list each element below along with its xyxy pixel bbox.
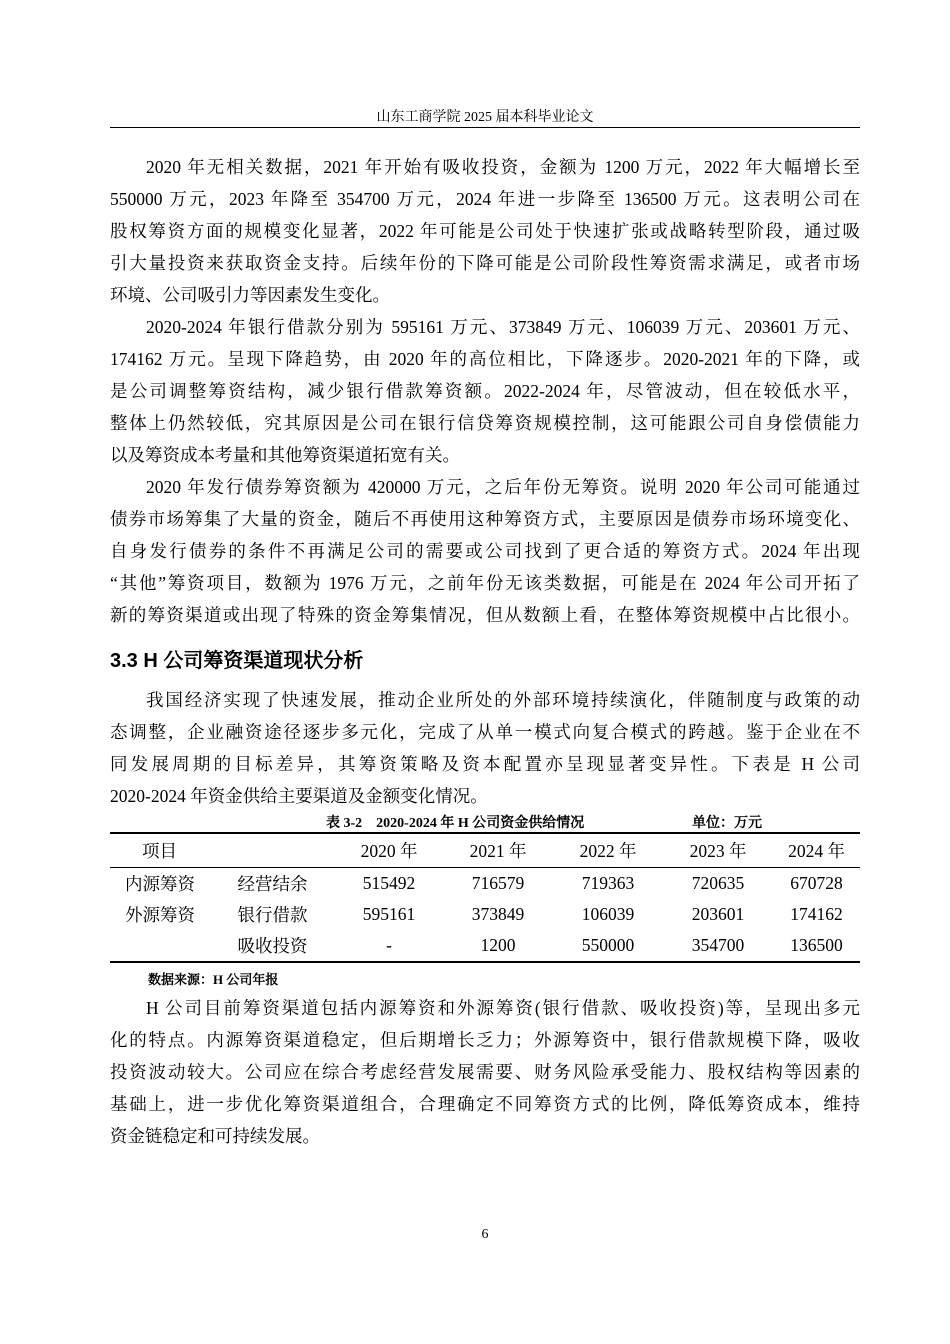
header-cell: 2024 年 (773, 833, 860, 868)
item-cell: 银行借款 (237, 905, 308, 925)
header-cell: 2021 年 (443, 833, 553, 868)
value-cell: 515492 (362, 873, 416, 893)
funding-table (110, 832, 860, 963)
table-row (110, 930, 860, 962)
text-line: 引大量投资来获取资金支持。后续年份的下降可能是公司阶段性筹资需求满足，或者市场 (110, 253, 860, 273)
value-cell: 203601 (691, 904, 745, 924)
text-line: 新的筹资渠道或出现了特殊的资金筹集情况，但从数额上看，在整体筹资规模中占比很小。 (110, 605, 860, 625)
text-line: 2020-2024 年银行借款分别为 595161 万元、373849 万元、106039 万元、203601 万元、 (146, 317, 860, 337)
text-line: 2020 年发行债券筹资额为 420000 万元，之后年份无筹资。说明 2020 年公司可能通过 (146, 477, 860, 497)
page-number: 6 (481, 1227, 489, 1242)
table-title: 表 3-2 2020-2024 年 H 公司资金供给情况 (326, 816, 585, 831)
text-line: 同发展周期的目标差异，其筹资策略及资本配置亦呈现显著变异性。下表是 H 公司 (110, 754, 860, 774)
text-line: 是公司调整筹资结构，减少银行借款筹资额。2022-2024 年，尽管波动，但在较低水平， (110, 381, 860, 401)
value-cell: 716579 (471, 873, 525, 893)
section-heading: 3.3 H 公司筹资渠道现状分析 (110, 650, 364, 672)
paragraph-equity-financing (110, 151, 860, 631)
table-row (110, 868, 860, 900)
value-cell: 719363 (581, 873, 635, 893)
value-cell: 106039 (581, 904, 635, 924)
text-line: H 公司目前筹资渠道包括内源筹资和外源筹资(银行借款、吸收投资)等，呈现出多元 (146, 998, 860, 1018)
header-cell: 2020 年 (335, 833, 443, 868)
text-line: 资金链稳定和可持续发展。 (110, 1126, 320, 1146)
value-cell: - (386, 935, 392, 955)
text-line: 550000 万元，2023 年降至 354700 万元，2024 年进一步降至 136500 万元。这表明公司在 (110, 189, 860, 209)
header-cell: 2022 年 (553, 833, 663, 868)
item-cell: 吸收投资 (237, 936, 308, 956)
value-cell: 595161 (362, 904, 416, 924)
header-cell: 2023 年 (663, 833, 773, 868)
paragraph-conclusion (110, 992, 860, 1152)
header-rule (110, 127, 860, 128)
table-source-note: 数据来源：H 公司年报 (148, 972, 279, 987)
text-line: 2020-2024 年资金供给主要渠道及金额变化情况。 (110, 786, 488, 806)
text-line: 自身发行债券的条件不再满足公司的需要或公司找到了更合适的筹资方式。2024 年出现 (110, 541, 860, 561)
value-cell: 720635 (691, 873, 745, 893)
paragraph-intro (110, 684, 860, 812)
value-cell: 136500 (790, 935, 843, 955)
table-row (110, 899, 860, 930)
text-line: 我国经济实现了快速发展，推动企业所处的外部环境持续演化，伴随制度与政策的动 (146, 690, 860, 710)
value-cell: 354700 (691, 935, 745, 955)
text-line: 化的特点。内源筹资渠道稳定，但后期增长乏力；外源筹资中，银行借款规模下降，吸收 (110, 1030, 860, 1050)
value-cell: 1200 (480, 935, 516, 955)
text-line: 债券市场筹集了大量的资金，随后不再使用这种筹资方式，主要原因是债券市场环境变化、 (110, 509, 860, 529)
text-line: 2020 年无相关数据，2021 年开始有吸收投资，金额为 1200 万元，2022 年大幅增长至 (146, 157, 860, 177)
text-line: 投资波动较大。公司应在综合考虑经营发展需要、财务风险承受能力、股权结构等因素的 (110, 1062, 860, 1082)
running-header: 山东工商学院 2025 届本科毕业论文 (376, 110, 594, 125)
text-line: 环境、公司吸引力等因素发生变化。 (110, 285, 390, 305)
table-unit: 单位：万元 (692, 816, 762, 831)
category-cell: 外源筹资 (125, 905, 195, 925)
value-cell: 373849 (471, 904, 525, 924)
value-cell: 174162 (790, 904, 843, 924)
text-line: “其他”筹资项目，数额为 1976 万元，之前年份无该类数据，可能是在 2024 年公司开拓了 (110, 573, 860, 593)
text-line: 基础上，进一步优化筹资渠道组合，合理确定不同筹资方式的比例，降低筹资成本，维持 (110, 1094, 860, 1114)
text-line: 股权筹资方面的规模变化显著，2022 年可能是公司处于快速扩张或战略转型阶段，通过吸 (110, 221, 860, 241)
value-cell: 550000 (581, 935, 635, 955)
header-cell: 项目 (110, 833, 335, 868)
text-line: 整体上仍然较低，究其原因是公司在银行信贷筹资规模控制，这可能跟公司自身偿债能力 (110, 413, 860, 433)
category-cell (110, 930, 210, 962)
text-line: 态调整，企业融资途径逐步多元化，完成了从单一模式向复合模式的跨越。鉴于企业在不 (110, 722, 860, 742)
item-cell: 经营结余 (237, 874, 308, 894)
table-header-row (110, 833, 860, 868)
text-line: 以及筹资成本考量和其他筹资渠道拓宽有关。 (110, 445, 460, 465)
text-line: 174162 万元。呈现下降趋势，由 2020 年的高位相比，下降逐步。2020-2021 年的下降，或 (110, 349, 860, 369)
category-cell: 内源筹资 (125, 874, 195, 894)
value-cell: 670728 (790, 873, 843, 893)
